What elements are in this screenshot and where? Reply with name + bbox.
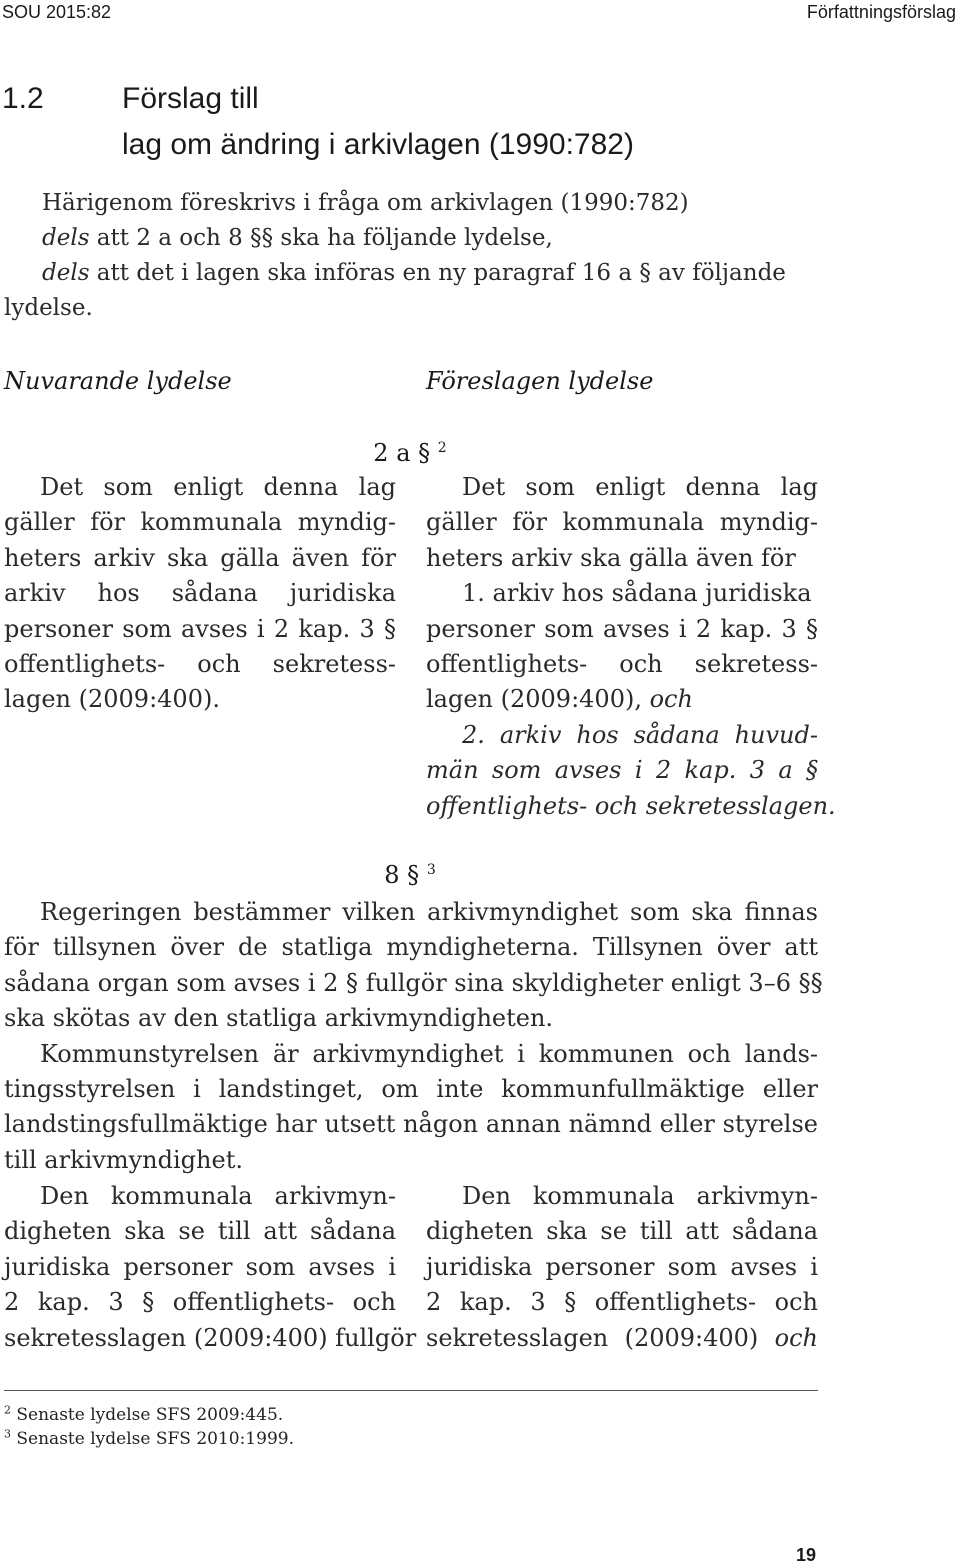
text-line: Det som enligt denna lag	[40, 473, 396, 501]
footnote-3: $^3$ Senaste lydelse SFS 2010:1999.	[4, 1427, 294, 1449]
text-line: juridiska personer som avses i	[4, 1252, 396, 1281]
paragraph-2a-mark: 2 a § $^2$	[373, 439, 447, 467]
section-number: 1.2	[2, 82, 44, 115]
current-text-heading: Nuvarande lydelse	[4, 367, 232, 395]
text-line: landstingsfullmäktige har utsett någon annan nämnd eller styrelse	[4, 1110, 818, 1139]
intro-line3: att det i lagen ska införas en ny paragraf 16 a § av följande	[89, 260, 786, 286]
text-line: Regeringen bestämmer vilken arkivmyndighet som ska finnas	[40, 898, 818, 926]
text-line: 2. arkiv hos sådana huvud-	[462, 720, 818, 749]
running-header-left: SOU 2015:82	[2, 2, 112, 22]
text-line: Den kommunala arkivmyn-	[462, 1182, 818, 1210]
text-line: Det som enligt denna lag	[462, 473, 818, 501]
text-line: digheten ska se till att sådana	[426, 1217, 818, 1246]
paragraph-2a-proposed	[426, 470, 836, 824]
text-line: gäller för kommunala myndig-	[426, 508, 818, 537]
text-line: offentlighets- och sekretess-	[426, 650, 818, 679]
text-line: heters arkiv ska gälla även för	[426, 543, 796, 572]
text-line: Den kommunala arkivmyn-	[40, 1182, 396, 1210]
text-line: heters arkiv ska gälla även för	[4, 543, 396, 572]
text-line: lagen (2009:400).	[4, 685, 220, 714]
footnote-ref-2: 2	[437, 440, 447, 456]
text-line: män som avses i 2 kap. 3 a §	[426, 756, 818, 785]
section-title	[122, 76, 634, 168]
text-line: ska skötas av den statliga arkivmyndigheten.	[4, 1004, 554, 1033]
paragraph-2a-current	[4, 470, 396, 718]
intro-dels-2: dels	[42, 260, 90, 286]
intro-line4: lydelse.	[4, 295, 93, 321]
footnote-divider	[4, 1390, 818, 1391]
section-title-line1: Förslag till	[122, 82, 259, 115]
text-line: 2 kap. 3 § offentlighets- och	[4, 1288, 396, 1317]
intro-line2: att 2 a och 8 §§ ska ha följande lydelse,	[89, 225, 553, 251]
text-line: lagen (2009:400), och	[426, 685, 693, 714]
paragraph-8-body	[4, 895, 823, 1178]
paragraph-8-proposed	[426, 1179, 818, 1356]
text-line: juridiska personer som avses i	[426, 1252, 818, 1281]
intro-paragraph	[4, 186, 922, 326]
text-line: digheten ska se till att sådana	[4, 1217, 396, 1246]
paragraph-8-current	[4, 1179, 417, 1356]
text-line: personer som avses i 2 kap. 3 §	[426, 614, 818, 643]
text-line: arkiv hos sådana juridiska	[4, 579, 396, 608]
paragraph-8-mark: 8 § $^3$	[384, 861, 436, 889]
text-line: sekretesslagen (2009:400) fullgör	[4, 1323, 417, 1352]
proposed-text-heading: Föreslagen lydelse	[426, 367, 654, 395]
section-title-line2: lag om ändring i arkivlagen (1990:782)	[122, 128, 634, 161]
intro-dels-1: dels	[42, 225, 90, 251]
text-line: sådana organ som avses i 2 § fullgör sina skyldigheter enligt 3–6 §§	[4, 968, 823, 997]
text-line: till arkivmyndighet.	[4, 1145, 243, 1174]
page-number: 19	[795, 1545, 816, 1565]
text-line: offentlighets- och sekretesslagen.	[426, 791, 836, 820]
text-line: sekretesslagen (2009:400) och	[426, 1323, 818, 1352]
footnote-2: $^2$ Senaste lydelse SFS 2009:445.	[4, 1403, 284, 1425]
footnote-ref-3: 3	[426, 862, 436, 878]
text-line: gäller för kommunala myndig-	[4, 508, 396, 537]
text-line: Kommunstyrelsen är arkivmyndighet i kommunen och lands-	[40, 1039, 818, 1068]
text-line: personer som avses i 2 kap. 3 §	[4, 614, 396, 643]
intro-line1: Härigenom föreskrivs i fråga om arkivlagen (1990:782)	[42, 190, 689, 216]
text-line: 1. arkiv hos sådana juridiska	[462, 579, 812, 608]
running-header-right: Författningsförslag	[806, 2, 956, 22]
text-line: tingsstyrelsen i landstinget, om inte kommunfullmäktige eller	[4, 1075, 818, 1104]
text-line: offentlighets- och sekretess-	[4, 650, 396, 679]
text-line: 2 kap. 3 § offentlighets- och	[426, 1288, 818, 1317]
text-line: för tillsynen över de statliga myndigheterna. Tillsynen över att	[4, 933, 818, 962]
